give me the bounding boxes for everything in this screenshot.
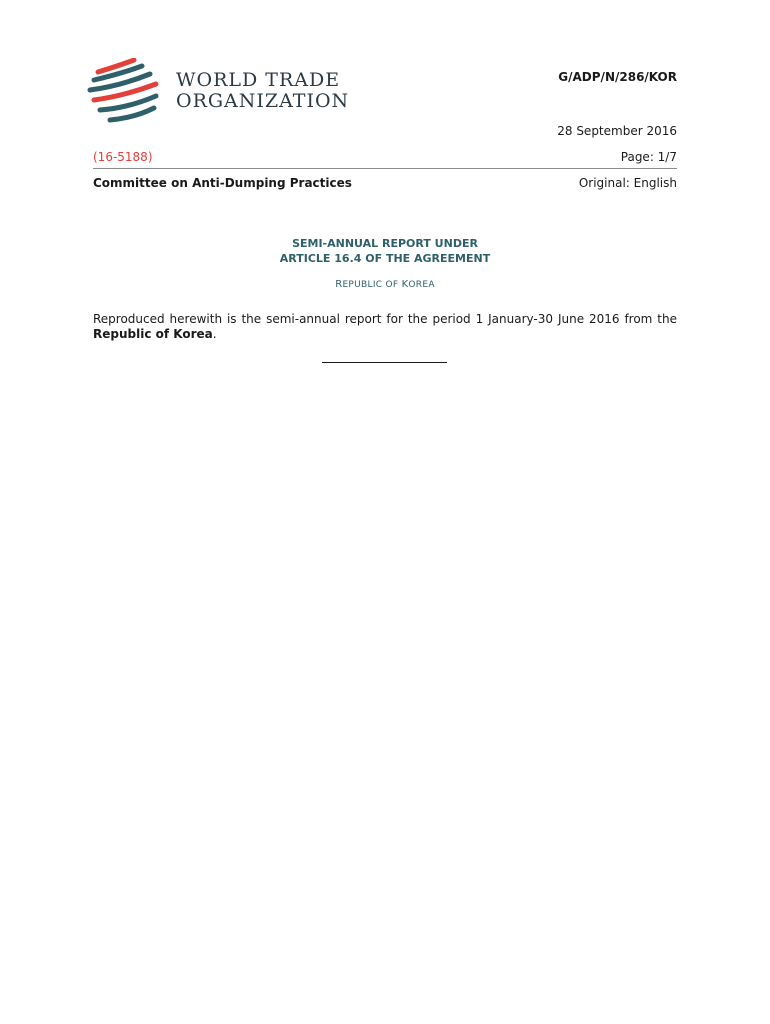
logo-line-2-text: ORGANIZATION bbox=[176, 90, 350, 112]
logo-line-2 bbox=[176, 91, 349, 112]
body-text: Reproduced herewith is the semi-annual report for the period 1 January-30 June 2016 from the bbox=[93, 312, 677, 326]
body-paragraph bbox=[93, 312, 677, 342]
logo-line-1-text: WORLD TRADE bbox=[176, 69, 341, 91]
document-title bbox=[93, 236, 677, 266]
wto-emblem-icon bbox=[84, 58, 164, 134]
end-rule bbox=[322, 362, 447, 363]
subtitle-part-1: R bbox=[335, 279, 343, 290]
committee-name: Committee on Anti-Dumping Practices bbox=[93, 176, 352, 190]
header-divider bbox=[93, 168, 677, 169]
document-date: 28 September 2016 bbox=[557, 124, 677, 138]
title-line-1: SEMI-ANNUAL REPORT UNDER bbox=[292, 237, 478, 250]
logo-wordmark bbox=[176, 70, 349, 112]
page-number: Page: 1/7 bbox=[620, 150, 677, 164]
original-language: Original: English bbox=[578, 176, 677, 190]
body-country: Republic of Korea bbox=[93, 327, 213, 341]
document-symbol: G/ADP/N/286/KOR bbox=[558, 70, 677, 84]
job-number: (16-5188) bbox=[93, 150, 153, 164]
logo-line-1 bbox=[176, 70, 349, 91]
subtitle-part-3: K bbox=[401, 279, 409, 290]
title-line-2: ARTICLE 16.4 OF THE AGREEMENT bbox=[279, 252, 491, 265]
wto-logo bbox=[84, 58, 350, 134]
body-end: . bbox=[212, 327, 217, 341]
country-subtitle bbox=[93, 279, 677, 290]
subtitle-part-2: EPUBLIC OF bbox=[342, 280, 402, 290]
subtitle-part-4: OREA bbox=[408, 280, 435, 290]
